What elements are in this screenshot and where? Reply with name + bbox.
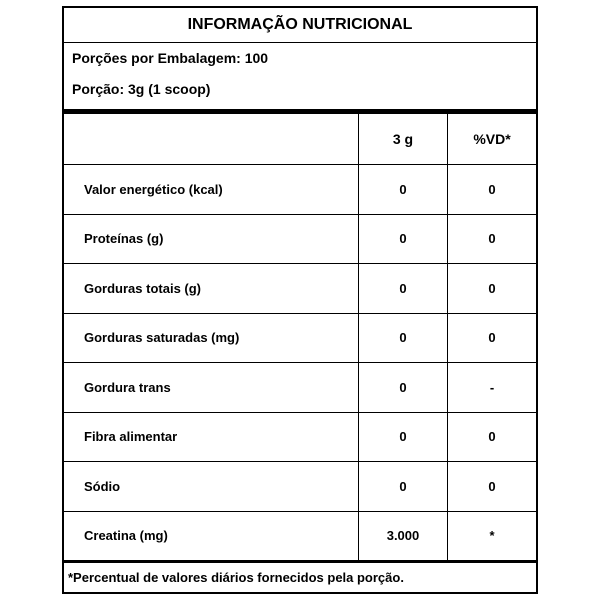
nutrient-amount: 0 <box>359 363 448 413</box>
table-row <box>64 264 536 314</box>
nutrient-amount: 0 <box>359 264 448 314</box>
nutrient-name: Sódio <box>64 462 359 512</box>
nutrient-dv: 0 <box>448 313 537 363</box>
nutrient-name: Valor energético (kcal) <box>64 165 359 215</box>
nutrient-dv: - <box>448 363 537 413</box>
header-dv: %VD* <box>448 114 537 165</box>
serving-info <box>64 43 536 105</box>
header-amount: 3 g <box>359 114 448 165</box>
nutrient-dv: 0 <box>448 462 537 512</box>
nutrient-amount: 0 <box>359 412 448 462</box>
label-title: INFORMAÇÃO NUTRICIONAL <box>64 8 536 43</box>
nutrient-dv: * <box>448 511 537 560</box>
nutrient-name: Proteínas (g) <box>64 214 359 264</box>
nutrient-dv: 0 <box>448 165 537 215</box>
nutrient-name: Creatina (mg) <box>84 528 168 544</box>
table-row <box>64 214 536 264</box>
nutrient-name: Gorduras saturadas (mg) <box>64 313 359 363</box>
nutrient-amount: 0 <box>359 462 448 512</box>
table-row <box>64 511 536 560</box>
nutrient-amount: 3.000 <box>359 511 448 560</box>
nutrient-name: Fibra alimentar <box>64 412 359 462</box>
servings-per-package: Porções por Embalagem: 100 <box>72 50 269 66</box>
nutrient-amount: 0 <box>359 165 448 215</box>
nutrition-label <box>62 6 538 594</box>
nutrient-dv: 0 <box>448 412 537 462</box>
serving-size: Porção: 3g (1 scoop) <box>72 81 211 97</box>
table-header-row <box>64 114 536 165</box>
nutrient-amount: 0 <box>359 214 448 264</box>
table-row <box>64 313 536 363</box>
table-row <box>64 363 536 413</box>
header-nutrient <box>64 114 359 165</box>
table-row <box>64 462 536 512</box>
nutrient-dv: 0 <box>448 214 537 264</box>
footnote: *Percentual de valores diários fornecidos pela porção. <box>68 570 404 585</box>
nutrient-amount: 0 <box>359 313 448 363</box>
table-row <box>64 412 536 462</box>
nutrient-name: Gordura trans <box>64 363 359 413</box>
nutrient-name: Gorduras totais (g) <box>64 264 359 314</box>
nutrition-table <box>64 114 536 560</box>
nutrient-dv: 0 <box>448 264 537 314</box>
table-row <box>64 165 536 215</box>
